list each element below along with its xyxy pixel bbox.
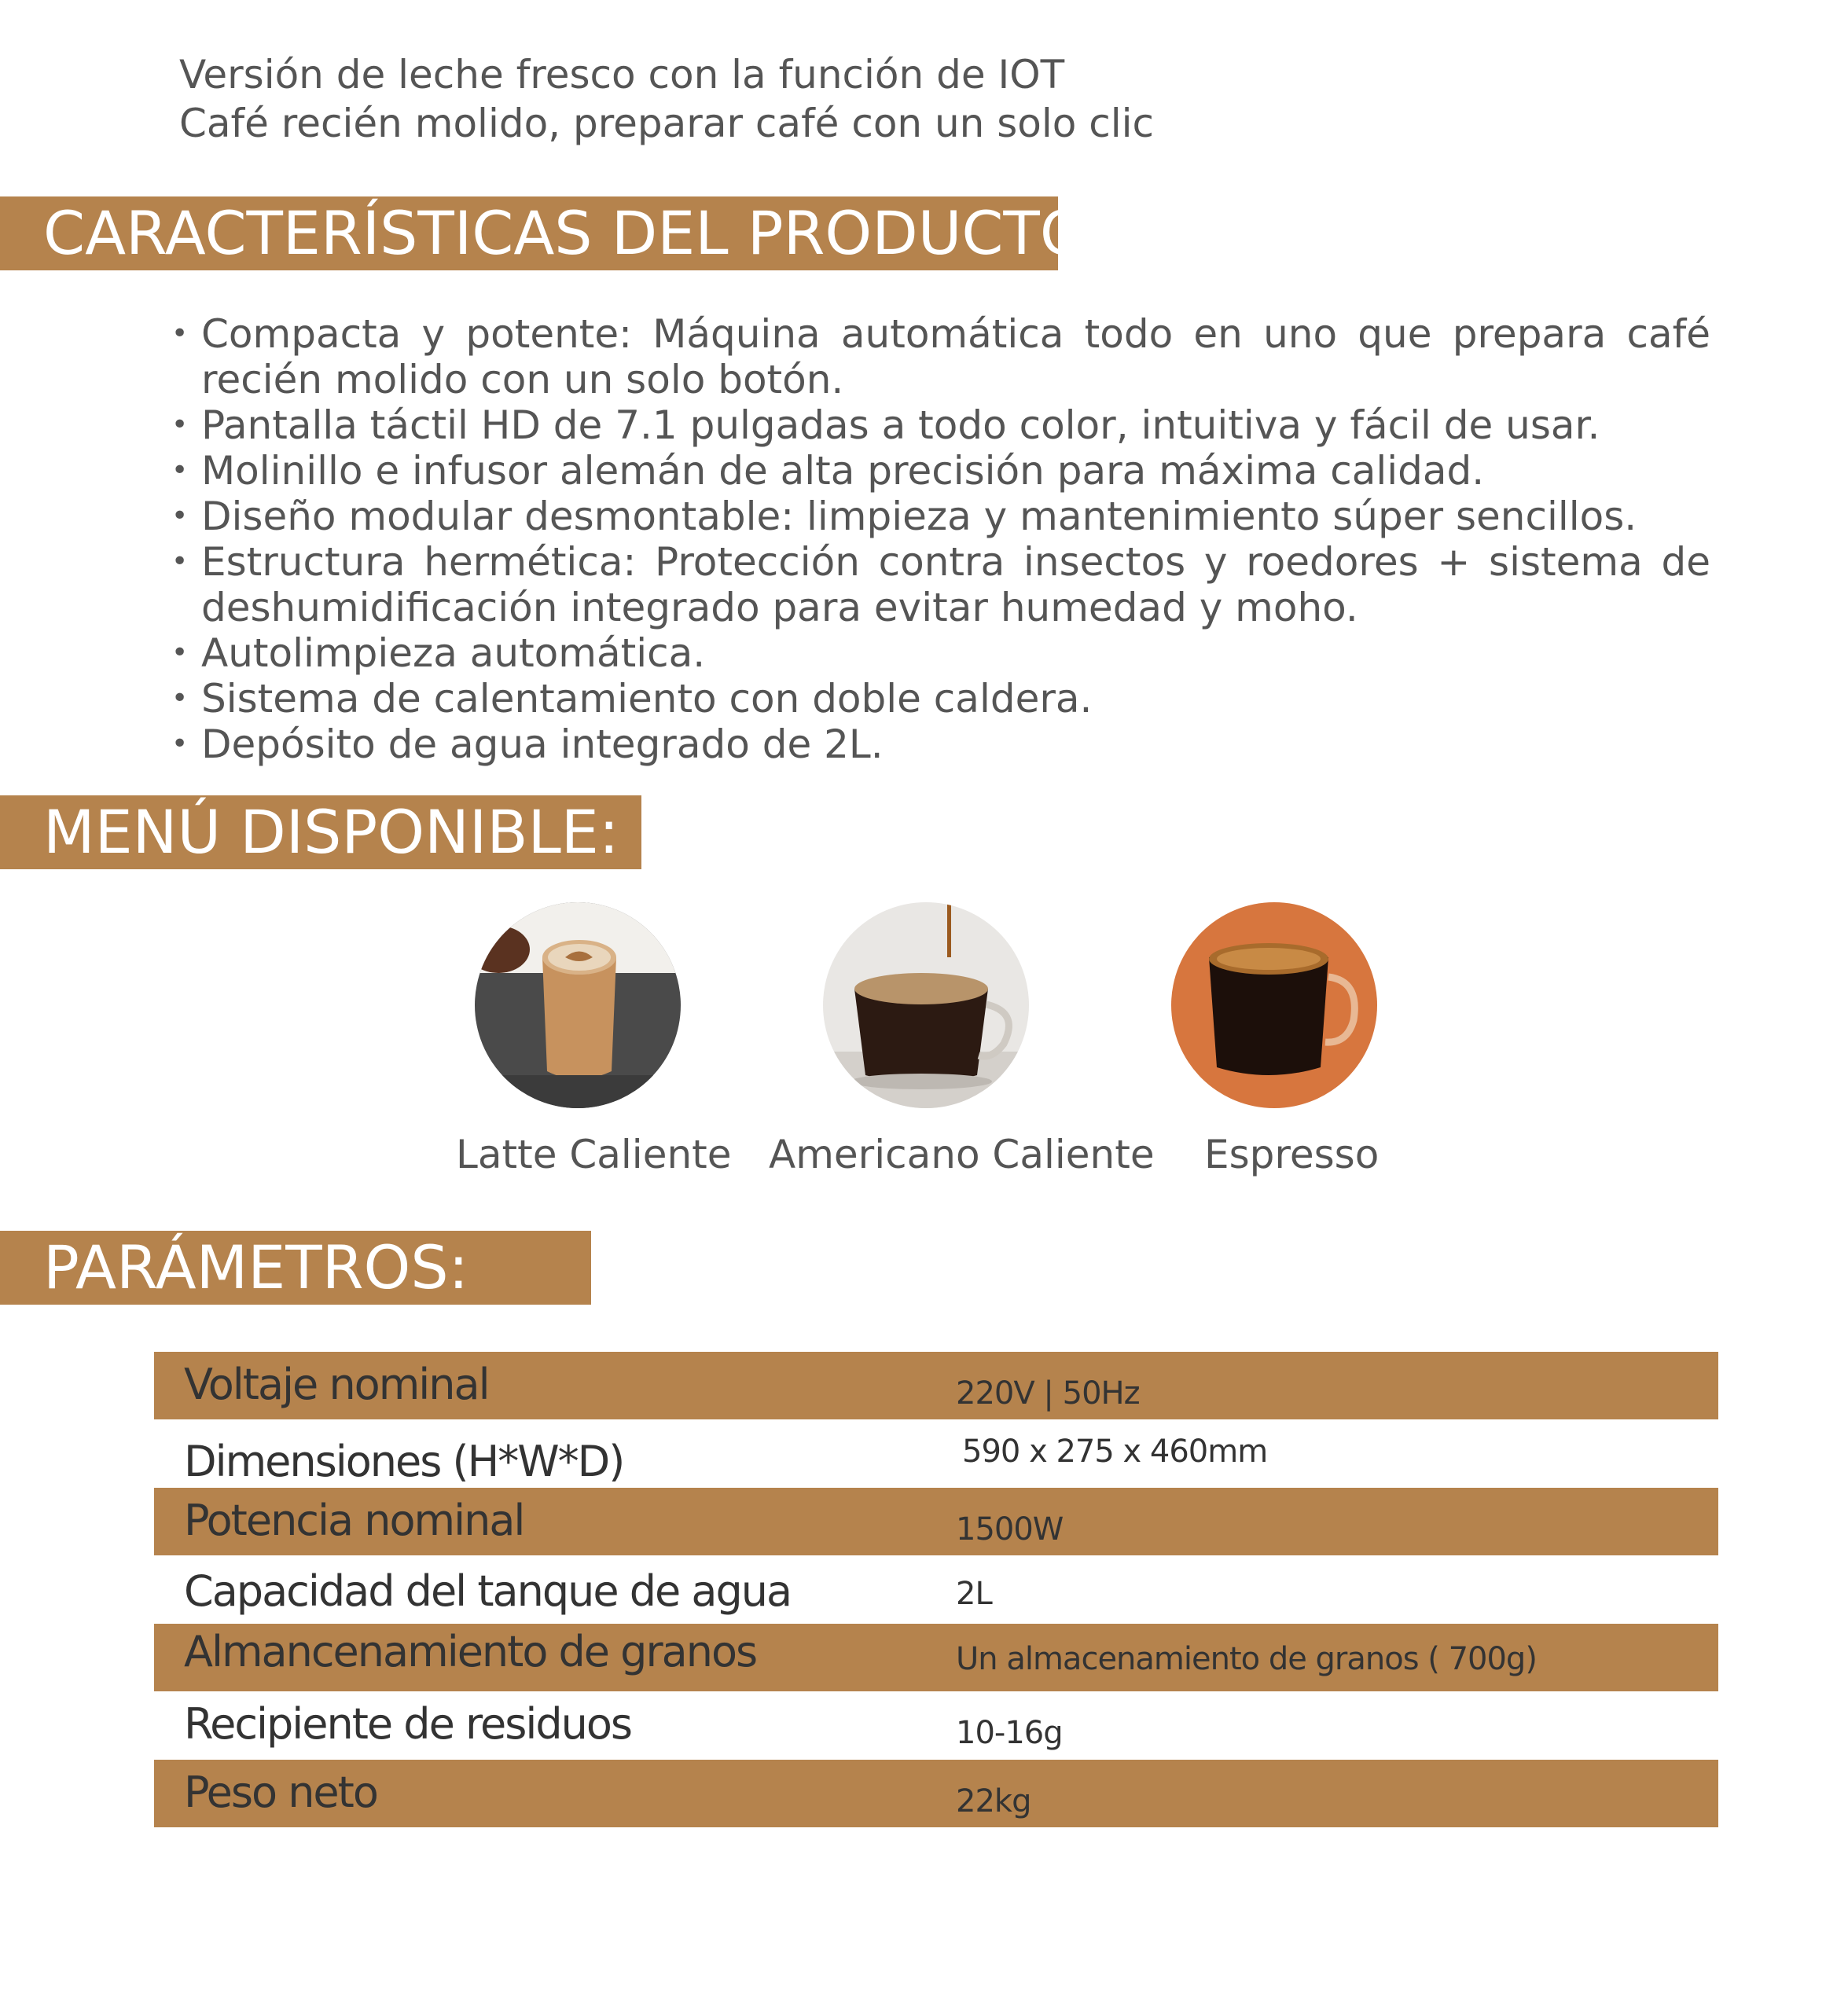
feature-item: • Depósito de agua integrado de 2L. xyxy=(171,721,884,767)
bullet: • xyxy=(171,318,189,350)
menu-item-latte xyxy=(405,902,751,1108)
param-name: Peso neto xyxy=(184,1768,377,1817)
param-row-waste xyxy=(154,1691,1718,1759)
param-name: Potencia nominal xyxy=(184,1496,524,1545)
latte-photo xyxy=(475,902,681,1108)
param-value: 1500W xyxy=(956,1511,1064,1548)
param-row-weight xyxy=(154,1760,1718,1827)
param-row-dimensions xyxy=(154,1419,1718,1487)
features-heading: CARACTERÍSTICAS DEL PRODUCTO: xyxy=(0,196,1058,270)
espresso-photo xyxy=(1171,902,1377,1108)
bullet: • xyxy=(171,728,189,760)
param-value: Un almacenamiento de granos ( 700g) xyxy=(956,1641,1537,1677)
intro xyxy=(179,50,1154,148)
param-value: 590 x 275 x 460mm xyxy=(962,1434,1268,1470)
param-value: 2L xyxy=(956,1576,992,1612)
features-list xyxy=(170,311,1710,767)
bullet: • xyxy=(171,500,189,532)
bullet: • xyxy=(171,682,189,714)
param-row-water-tank xyxy=(154,1555,1718,1623)
bullet: • xyxy=(171,409,189,441)
param-name: Recipiente de residuos xyxy=(184,1699,632,1749)
feature-item: • Diseño modular desmontable: limpieza y mantenimiento súper sencillos. xyxy=(171,494,1637,539)
param-value: 22kg xyxy=(956,1783,1031,1819)
feature-item: • Pantalla táctil HD de 7.1 pulgadas a todo color, intuitiva y fácil de usar. xyxy=(171,402,1600,448)
bullet: • xyxy=(171,545,189,578)
param-value: 10-16g xyxy=(956,1715,1063,1751)
param-row-voltage xyxy=(154,1352,1718,1419)
feature-item: • Autolimpieza automática. xyxy=(171,630,706,676)
menu-label-americano: Americano Caliente xyxy=(769,1132,1155,1177)
menu-item-espresso xyxy=(1101,902,1447,1108)
menu-label-latte: Latte Caliente xyxy=(456,1132,732,1177)
feature-item: • Sistema de calentamiento con doble caldera. xyxy=(171,676,1093,721)
param-name: Almancenamiento de granos xyxy=(184,1627,757,1676)
feature-item: • Molinillo e infusor alemán de alta precisión para máxima calidad. xyxy=(171,448,1485,494)
menu-label-espresso: Espresso xyxy=(1204,1132,1380,1177)
americano-photo xyxy=(823,902,1029,1108)
param-name: Dimensiones (H*W*D) xyxy=(184,1437,624,1486)
intro-line-1: Versión de leche fresco con la función de IOT xyxy=(179,52,1065,97)
feature-item: • Estructura hermética: Protección contra insectos y roedores + sistema de deshumidificación integrado para evitar humedad y moho. xyxy=(171,539,1710,630)
param-row-bean-storage xyxy=(154,1624,1718,1691)
feature-item: • Compacta y potente: Máquina automática todo en uno que prepara café recién molido con un solo botón. xyxy=(171,311,1710,402)
intro-line-2: Café recién molido, preparar café con un solo clic xyxy=(179,101,1155,146)
param-value: 220V | 50Hz xyxy=(956,1375,1140,1412)
menu-item-americano xyxy=(753,902,1099,1108)
param-name: Capacidad del tanque de agua xyxy=(184,1566,792,1616)
param-row-power xyxy=(154,1488,1718,1555)
menu-heading: MENÚ DISPONIBLE: xyxy=(0,795,641,869)
params-heading: PARÁMETROS: xyxy=(0,1231,591,1305)
bullet: • xyxy=(171,454,189,486)
param-name: Voltaje nominal xyxy=(184,1360,489,1409)
bullet: • xyxy=(171,637,189,669)
